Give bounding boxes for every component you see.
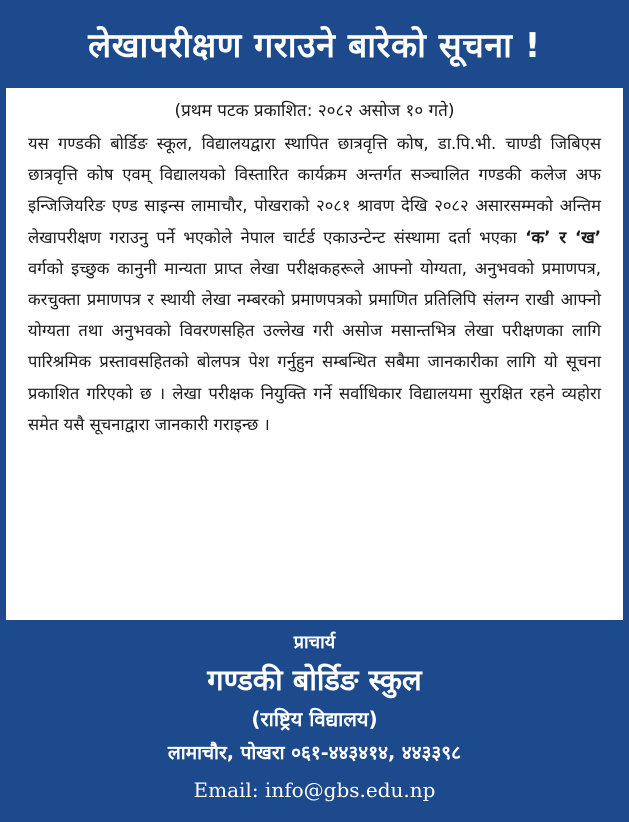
publication-note: (प्रथम पटक प्रकाशित: २०८२ असोज १० गते) — [174, 101, 455, 121]
notice-body-panel — [6, 88, 623, 620]
notice-body-text — [28, 128, 601, 440]
notice-footer — [0, 628, 629, 810]
category-highlight: ‘क’ र ‘ख’ — [525, 227, 601, 247]
signatory-role: प्राचार्य — [293, 632, 336, 653]
school-type: (राष्ट्रिय विद्यालय) — [251, 707, 378, 731]
contact-email: Email: info@gbs.edu.np — [193, 778, 436, 802]
body-text-part-2: वर्गको इच्छुक कानुनी मान्यता प्राप्त लेखा परीक्षकहरूले आफ्नो योग्यता, अनुभवको प्रमाणपत्र, करचुक्ता प्रमाणपत्र र स्थायी लेखा नम्बरको प्रमाणपत्रको प्रमाणित प्रतिलिपि संलग्न राखी आफ्नो योग्यता तथा अनुभवको विवरणसहित उल्लेख गरी असोज मसान्तभित्र लेखा परीक्षणका लागि पारिश्रमिक प्रस्तावसहितको बोलपत्र पेश गर्नुहुन सम्बन्धित सबैमा जानकारीका लागि यो सूचना प्रकाशित गरिएको छ । लेखा परीक्षक नियुक्ति गर्ने सर्वाधिकार विद्यालयमा सुरक्षित रहने व्यहोरा समेत यसै सूचनाद्वारा जानकारी गराइन्छ । — [28, 258, 601, 434]
address-phone: लामाचौर, पोखरा ०६१-४४३४१४, ४४३३९८ — [167, 742, 462, 764]
body-text-part-1: यस गण्डकी बोर्डिङ स्कूल, विद्यालयद्वारा स्थापित छात्रवृत्ति कोष, डा.पि.भी. चाण्डी जिबिएस छात्रवृत्ति कोष एवम् विद्यालयको विस्तारित कार्यक्रम अन्तर्गत सञ्चालित गण्डकी कलेज अफ इन्जिजियरिङ एण्ड साइन्स लामाचौर, पोखराको २०८१ श्रावण देखि २०८२ असारसम्मको अन्तिम लेखापरीक्षण गराउनु पर्ने भएकोले नेपाल चार्टर्ड एकाउन्टेन्ट संस्थामा दर्ता भएका — [28, 134, 601, 247]
school-name: गण्डकी बोर्डिङ स्कुल — [207, 663, 422, 697]
notice-headline: लेखापरीक्षण गराउने बारेको सूचना ! — [88, 26, 541, 66]
